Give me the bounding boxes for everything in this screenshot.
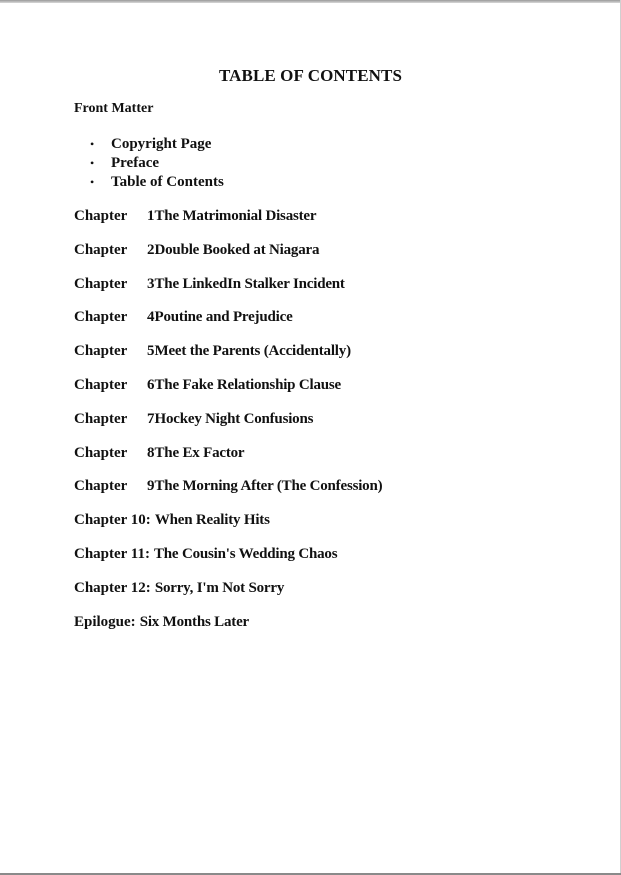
chapter-number: 1 [147,208,155,224]
bullet-icon: • [90,156,95,170]
chapter-label: Chapter [74,275,128,292]
chapter-entry-1 [74,206,382,240]
chapter-entry-9 [74,476,382,510]
chapter-number: 9 [147,478,155,495]
chapter-entry-10 [74,510,382,544]
chapter-title: Poutine and Prejudice [154,309,293,326]
chapter-entry-4 [74,307,382,341]
chapter-label: Chapter [74,241,128,258]
chapter-entry-3 [74,274,382,308]
front-matter-item [90,154,224,173]
chapter-label: Chapter 10: [74,512,151,529]
chapter-title: The Ex Factor [154,444,245,461]
chapter-label: Chapter [74,309,128,326]
chapter-title: The Fake Relationship Clause [154,376,342,393]
bullet-icon: • [90,137,95,151]
epilogue-entry [74,612,382,646]
front-matter-item-label: Copyright Page [111,136,212,152]
front-matter-item [90,135,224,154]
chapter-title: When Reality Hits [154,512,270,529]
chapter-title: Sorry, I'm Not Sorry [154,579,285,596]
chapter-number: 8 [147,444,155,461]
chapter-entry-2 [74,240,382,274]
chapter-label: Chapter [74,376,128,393]
epilogue-label: Epilogue: [74,613,136,630]
chapter-title: Hockey Night Confusions [154,410,314,427]
chapter-number: 5 [147,343,155,360]
front-matter-item [90,173,224,192]
chapter-number: 3 [147,275,155,292]
chapter-label: Chapter [74,343,128,360]
front-matter-item-label: Preface [111,155,160,171]
chapter-list [74,206,382,645]
bullet-icon: • [90,175,95,189]
chapter-label: Chapter 11: [74,545,150,562]
chapter-title: The Morning After (The Confession) [154,478,383,495]
chapter-label: Chapter [74,410,128,427]
front-matter-item-label: Table of Contents [111,174,224,190]
chapter-entry-12 [74,578,382,612]
chapter-entry-11 [74,544,382,578]
chapter-label: Chapter [74,444,128,461]
chapter-title: The LinkedIn Stalker Incident [154,275,345,292]
chapter-title: Double Booked at Niagara [154,241,320,258]
front-matter-list [90,135,224,192]
chapter-label: Chapter 12: [74,579,151,596]
front-matter-heading: Front Matter [74,101,154,116]
chapter-number: 2 [147,241,155,258]
chapter-number: 7 [147,410,155,427]
chapter-label: Chapter [74,478,128,495]
chapter-entry-7 [74,409,382,443]
chapter-label: Chapter [74,208,128,224]
epilogue-title: Six Months Later [139,613,249,630]
chapter-number: 4 [147,309,155,326]
page-top-border [0,0,621,3]
chapter-title: The Cousin's Wedding Chaos [153,545,338,562]
toc-title: TABLE OF CONTENTS [218,66,403,85]
chapter-entry-6 [74,375,382,409]
chapter-title: The Matrimonial Disaster [154,208,317,224]
chapter-entry-8 [74,443,382,477]
chapter-title: Meet the Parents (Accidentally) [154,343,351,360]
chapter-number: 6 [147,376,155,393]
chapter-entry-5 [74,341,382,375]
